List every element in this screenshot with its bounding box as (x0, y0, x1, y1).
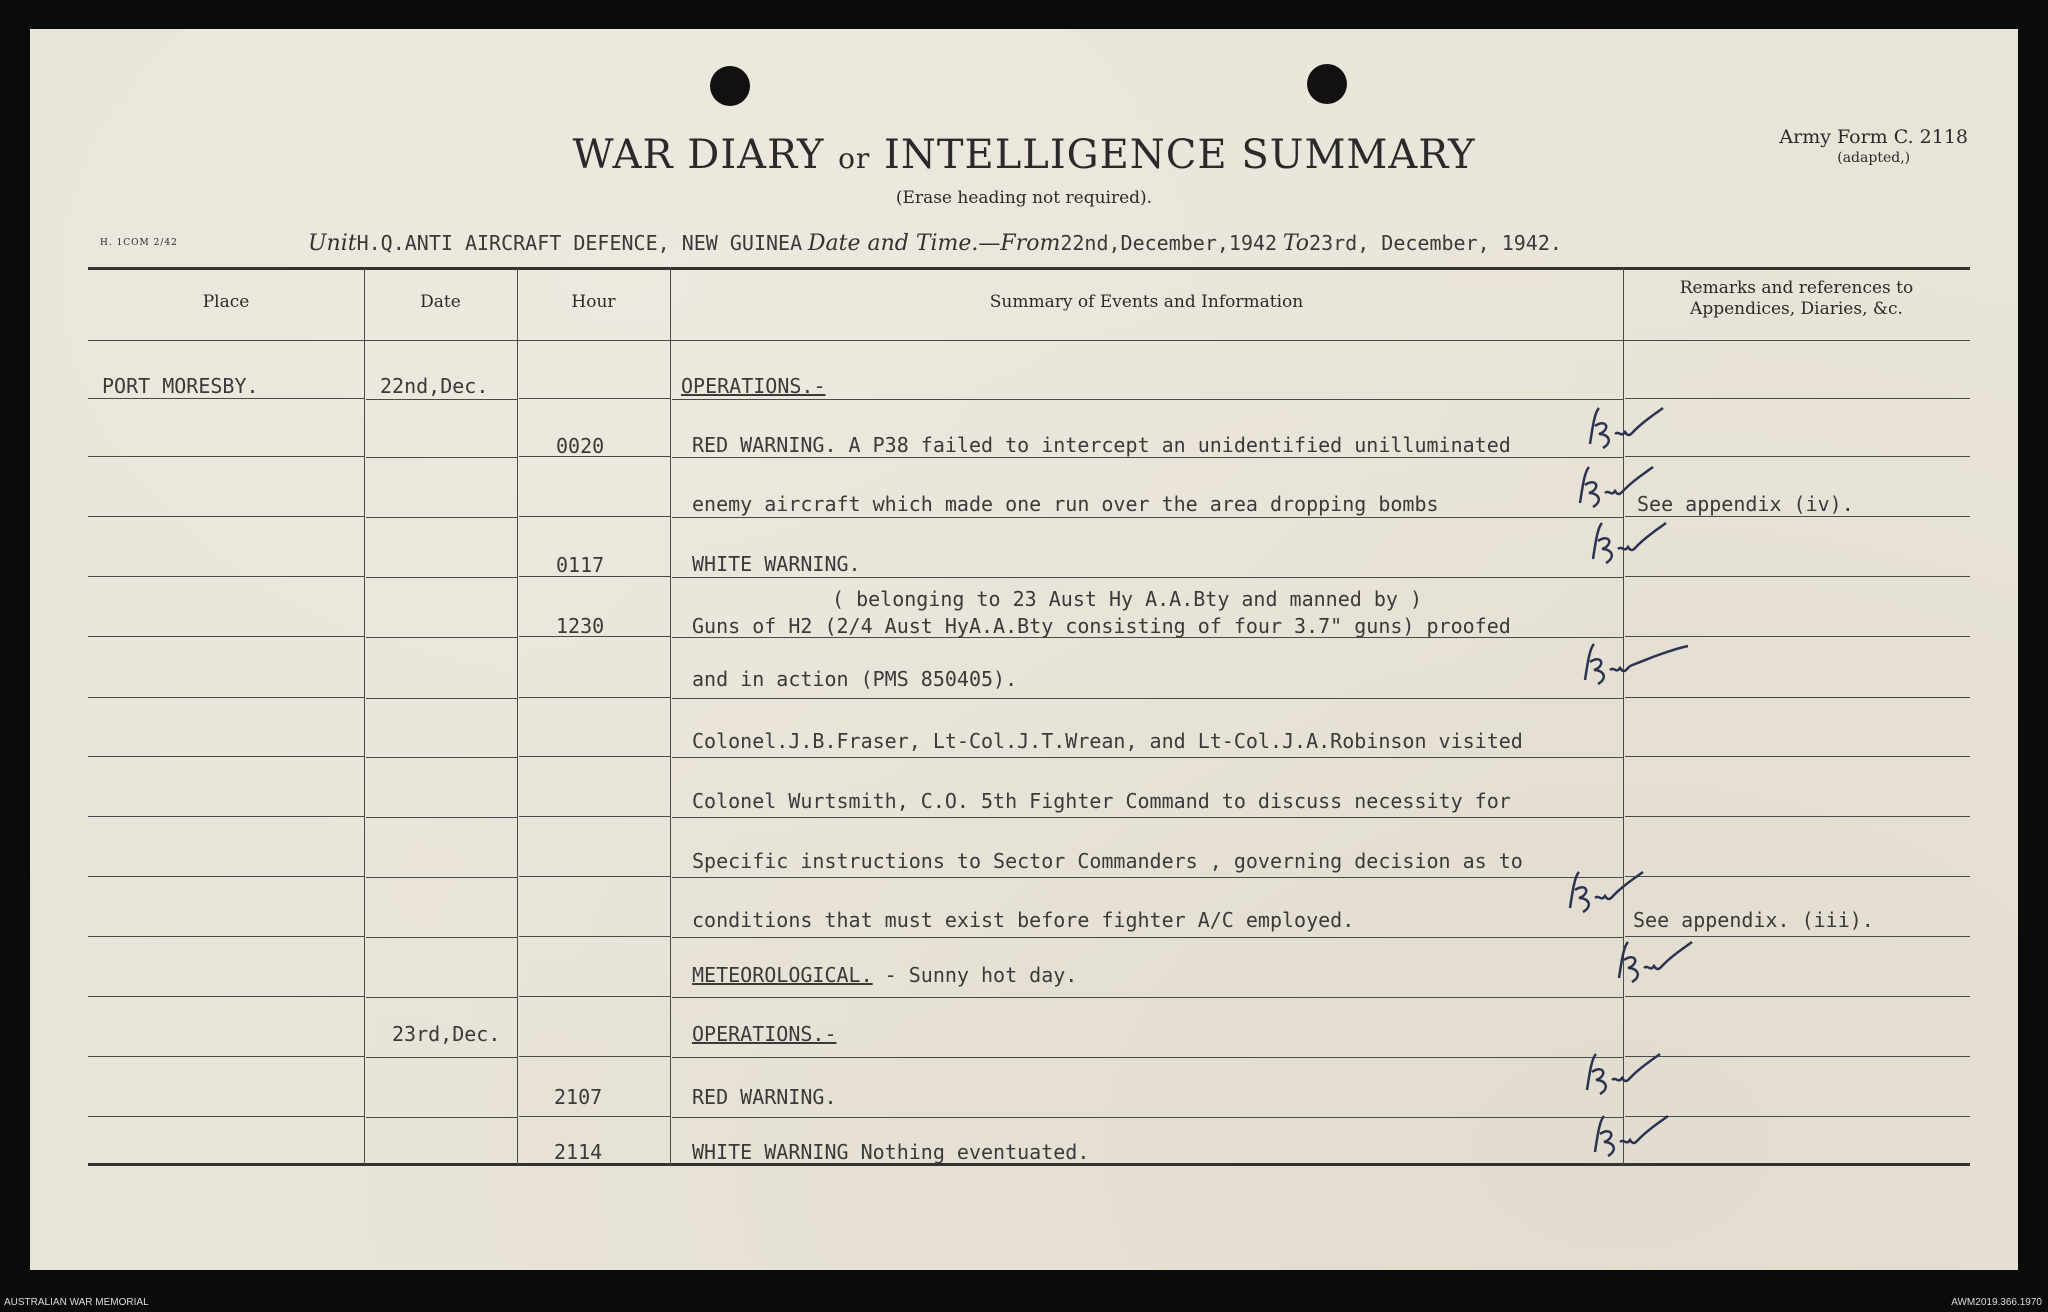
row-rule (366, 698, 517, 699)
row-rule (366, 637, 517, 638)
row-rule (1625, 936, 1970, 937)
row-rule (1625, 636, 1970, 637)
remarks-header-line1: Remarks and references to (1679, 278, 1914, 298)
row-rule (1625, 576, 1970, 577)
row-rule (88, 576, 364, 577)
row-rule (366, 457, 517, 458)
row-rule (519, 1116, 670, 1117)
header-bottom-rule (88, 340, 1970, 341)
army-form-label (1779, 126, 1968, 166)
row-rule (519, 816, 670, 817)
punch-hole-right (1307, 64, 1347, 104)
summary-row-12: OPERATIONS.- (692, 1022, 837, 1046)
row-rule (366, 937, 517, 938)
row-rule (366, 757, 517, 758)
summary-row-1: OPERATIONS.- (681, 374, 826, 398)
title-intelligence-summary: INTELLIGENCE SUMMARY (884, 132, 1476, 178)
summary-row-6: and in action (PMS 850405). (692, 667, 1018, 691)
row-rule (1625, 697, 1970, 698)
divider-place-date (364, 267, 365, 1165)
army-form-adapted: (adapted,) (1837, 150, 1911, 166)
hour-row-13: 2107 (554, 1085, 603, 1109)
date-row-1: 22nd,Dec. (380, 374, 489, 398)
title-or: or (838, 142, 871, 175)
row-rule (366, 399, 517, 400)
signature-initials-icon (1582, 1050, 1662, 1100)
date-label: Date and Time.—From (807, 231, 1061, 256)
row-rule (366, 877, 517, 878)
summary-row-3: enemy aircraft which made one run over the area dropping bombs (692, 492, 1439, 516)
unit-label: Unit (308, 231, 357, 256)
row-rule (672, 1117, 1623, 1118)
summary-row-8: Colonel Wurtsmith, C.O. 5th Fighter Command to discuss necessity for (692, 789, 1511, 813)
row-rule (1625, 1056, 1970, 1057)
place-row-1: PORT MORESBY. (102, 374, 259, 398)
row-rule (672, 997, 1623, 998)
row-rule (1625, 756, 1970, 757)
date-row-12: 23rd,Dec. (392, 1022, 501, 1046)
row-rule (366, 577, 517, 578)
row-rule (1625, 456, 1970, 457)
summary-row-5: Guns of H2 (2/4 Aust HyA.A.Bty consisting of four 3.7" guns) proofed (692, 614, 1511, 638)
hour-row-14: 2114 (554, 1140, 603, 1164)
row-rule (88, 756, 364, 757)
remarks-row-10: See appendix. (iii). (1633, 908, 1874, 932)
row-rule (88, 1056, 364, 1057)
punch-hole-left (710, 66, 750, 106)
hour-row-2: 0020 (556, 434, 605, 458)
meteorological-label: METEOROLOGICAL. (692, 963, 873, 987)
row-rule (88, 636, 364, 637)
col-header-place: Place (202, 292, 250, 312)
divider-hour-summary (670, 267, 671, 1165)
summary-row-14: WHITE WARNING Nothing eventuated. (692, 1140, 1090, 1164)
row-rule (88, 996, 364, 997)
row-rule (88, 816, 364, 817)
row-rule (672, 1057, 1623, 1058)
row-rule (672, 817, 1623, 818)
signature-initials-icon (1575, 463, 1655, 513)
footer-institution: AUSTRALIAN WAR MEMORIAL (4, 1297, 149, 1308)
row-rule (519, 936, 670, 937)
signature-initials-icon (1590, 1112, 1670, 1162)
summary-row-2: RED WARNING. A P38 failed to intercept an unidentified unilluminated (692, 433, 1511, 457)
col-header-hour: Hour (571, 292, 616, 312)
row-rule (672, 399, 1623, 400)
row-rule (366, 517, 517, 518)
to-label: To (1282, 231, 1310, 256)
row-rule (672, 698, 1623, 699)
row-rule (88, 876, 364, 877)
signature-initials-icon (1585, 404, 1665, 454)
row-rule (366, 997, 517, 998)
row-rule (672, 937, 1623, 938)
row-rule (366, 1117, 517, 1118)
row-rule (1625, 816, 1970, 817)
summary-row-9: Specific instructions to Sector Commanders , governing decision as to (692, 849, 1523, 873)
row-rule (366, 817, 517, 818)
row-rule (519, 876, 670, 877)
summary-row-13: RED WARNING. (692, 1085, 837, 1109)
summary-row-4: WHITE WARNING. (692, 552, 861, 576)
remarks-row-3: See appendix (iv). (1637, 492, 1854, 516)
army-form-number: Army Form C. 2118 (1779, 126, 1968, 148)
signature-initials-icon (1580, 640, 1690, 690)
date-from: 22nd,December,1942 (1060, 231, 1278, 255)
row-rule (672, 517, 1623, 518)
signature-initials-icon (1614, 938, 1694, 988)
diary-sheet (30, 29, 2018, 1270)
row-rule (672, 577, 1623, 578)
hour-row-5: 1230 (556, 614, 605, 638)
row-rule (1625, 876, 1970, 877)
document-title (0, 132, 2048, 178)
row-rule (88, 398, 364, 399)
form-code: H. 1COM 2/42 (100, 238, 178, 248)
title-war-diary: WAR DIARY (572, 132, 825, 178)
row-rule (519, 697, 670, 698)
row-rule (1625, 996, 1970, 997)
table-top-rule (88, 267, 1970, 270)
row-rule (366, 1057, 517, 1058)
footer-accession-number: AWM2019.366.1970 (1951, 1297, 2042, 1308)
row-rule (1625, 1116, 1970, 1117)
unit-value: H.Q.ANTI AIRCRAFT DEFENCE, NEW GUINEA (356, 231, 803, 255)
divider-date-hour (517, 267, 518, 1165)
row-rule (519, 398, 670, 399)
summary-row-10: conditions that must exist before fighter A/C employed. (692, 908, 1355, 932)
row-rule (1625, 398, 1970, 399)
remarks-header-line2: Appendices, Diaries, &c. (1690, 299, 1903, 319)
row-rule (519, 1056, 670, 1057)
row-rule (672, 877, 1623, 878)
signature-initials-icon (1588, 519, 1668, 569)
row-rule (88, 456, 364, 457)
summary-row-7: Colonel.J.B.Fraser, Lt-Col.J.T.Wrean, and Lt-Col.J.A.Robinson visited (692, 729, 1523, 753)
divider-summary-remarks (1623, 267, 1624, 1165)
row-rule (519, 996, 670, 997)
row-rule (88, 697, 364, 698)
row-rule (88, 936, 364, 937)
row-rule (1625, 516, 1970, 517)
row-rule (672, 757, 1623, 758)
summary-row-5-insertion: ( belonging to 23 Aust Hy A.A.Bty and manned by ) (832, 587, 1423, 611)
col-header-date: Date (420, 292, 461, 312)
row-rule (672, 457, 1623, 458)
col-header-summary: Summary of Events and Information (989, 292, 1304, 312)
date-to: 23rd, December, 1942. (1309, 231, 1562, 255)
unit-line (308, 230, 1562, 256)
hour-row-4: 0117 (556, 553, 605, 577)
erase-note: (Erase heading not required). (895, 188, 1153, 208)
summary-row-11: METEOROLOGICAL. - Sunny hot day. (692, 963, 1078, 987)
row-rule (88, 1116, 364, 1117)
row-rule (519, 516, 670, 517)
signature-initials-icon (1565, 868, 1645, 918)
col-header-remarks (1623, 278, 1970, 320)
row-rule (88, 516, 364, 517)
row-rule (519, 756, 670, 757)
